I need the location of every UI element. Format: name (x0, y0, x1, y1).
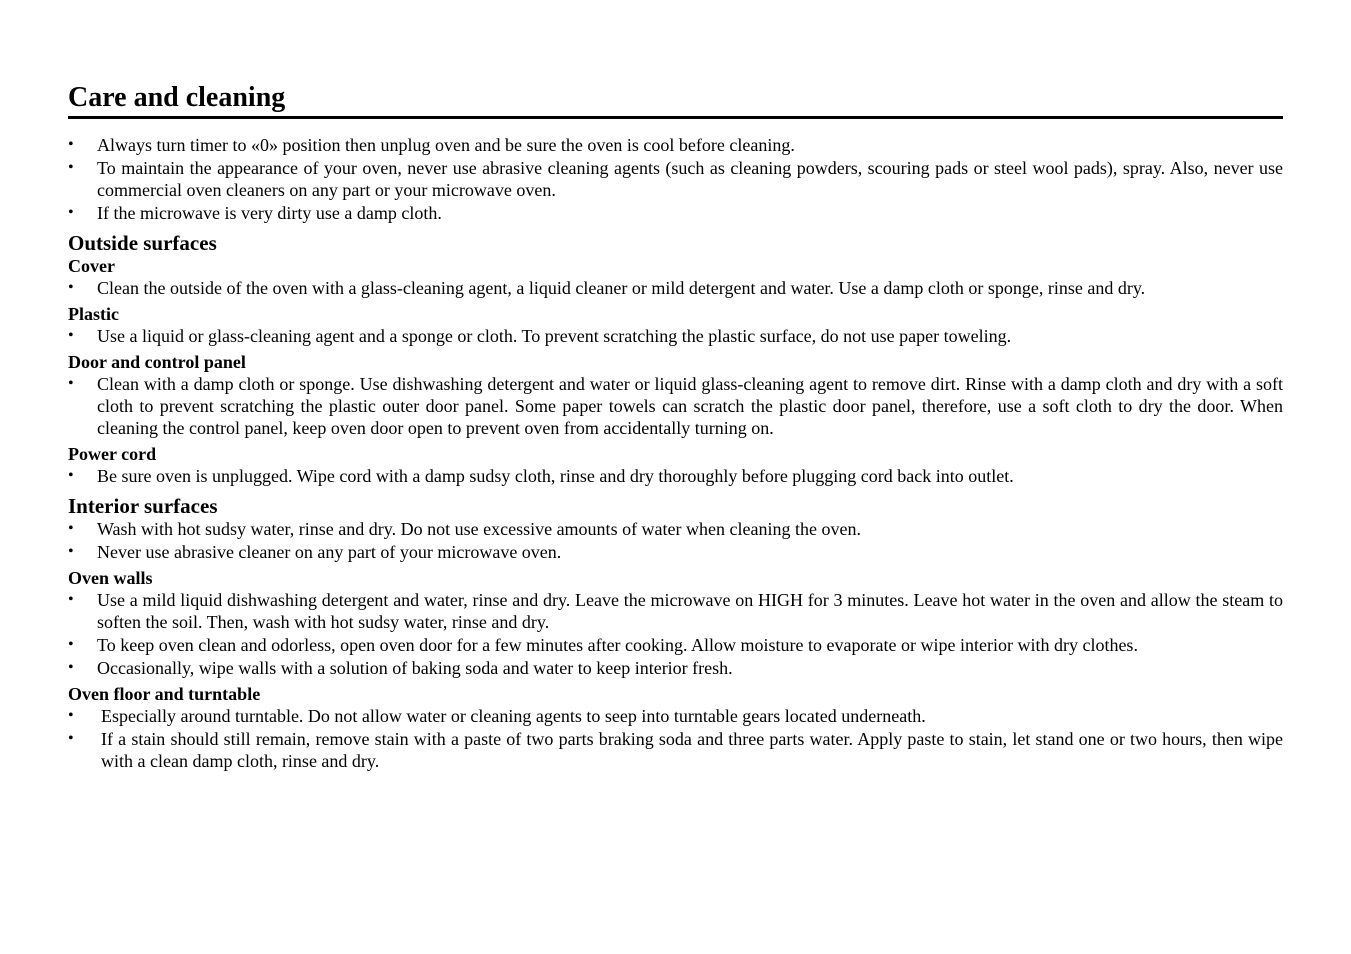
page-title: Care and cleaning (68, 82, 1283, 119)
bullet-icon: • (68, 467, 74, 484)
list-item: • Never use abrasive cleaner on any part of your microwave oven. (68, 542, 562, 562)
bullet-icon: • (68, 136, 74, 153)
list-item: • Wash with hot sudsy water, rinse and dry. Do not use excessive amounts of water when cleaning the oven. (68, 519, 861, 539)
interior-list (68, 518, 1283, 563)
section-heading-outside: Outside surfaces (68, 231, 217, 255)
list-item: • Especially around turntable. Do not allow water or cleaning agents to seep into turntable gears located underneath. (68, 706, 926, 726)
list-item: • To maintain the appearance of your oven, never use abrasive cleaning agents (such as cleaning powders, scouring pads or steel wool pads), spray. Also, never use commercial oven cleaners on any part or your microwave oven. (68, 158, 1283, 200)
list-item: • Use a mild liquid dishwashing detergent and water, rinse and dry. Leave the microwave on HIGH for 3 minutes. Leave hot water in the oven and allow the steam to soften the soil. Then, wash with hot sudsy water, rinse and dry. (68, 590, 1283, 632)
floor-list (68, 705, 1283, 772)
door-list (68, 373, 1283, 439)
cover-list (68, 277, 1283, 299)
bullet-icon: • (68, 636, 74, 653)
bullet-icon: • (68, 520, 74, 537)
list-item: • Always turn timer to «0» position then unplug oven and be sure the oven is cool before cleaning. (68, 135, 795, 155)
cord-list (68, 465, 1283, 487)
bullet-icon: • (68, 327, 74, 344)
sub-heading-floor: Oven floor and turntable (68, 684, 261, 704)
list-item: • If the microwave is very dirty use a damp cloth. (68, 203, 442, 223)
bullet-icon: • (68, 375, 74, 392)
intro-list (68, 134, 1283, 224)
plastic-list (68, 325, 1283, 347)
list-item: • Be sure oven is unplugged. Wipe cord with a damp sudsy cloth, rinse and dry thoroughly before plugging cord back into outlet. (68, 466, 1014, 486)
section-heading-interior: Interior surfaces (68, 494, 218, 518)
list-item: • Clean the outside of the oven with a glass-cleaning agent, a liquid cleaner or mild detergent and water. Use a damp cloth or sponge, rinse and dry. (68, 278, 1146, 298)
document-page (68, 82, 1283, 773)
bullet-icon: • (68, 543, 74, 560)
bullet-icon: • (68, 591, 74, 608)
sub-heading-walls: Oven walls (68, 568, 153, 588)
bullet-icon: • (68, 204, 74, 221)
sub-heading-door: Door and control panel (68, 352, 246, 372)
list-item: • If a stain should still remain, remove stain with a paste of two parts braking soda and three parts water. Apply paste to stain, let stand one or two hours, then wipe with a clean damp cloth, rinse and dry. (68, 729, 1283, 771)
list-item: • To keep oven clean and odorless, open oven door for a few minutes after cooking. Allow moisture to evaporate or wipe interior with dry clothes. (68, 635, 1138, 655)
list-item: • Use a liquid or glass-cleaning agent and a sponge or cloth. To prevent scratching the plastic surface, do not use paper toweling. (68, 326, 1012, 346)
list-item: • Occasionally, wipe walls with a solution of baking soda and water to keep interior fresh. (68, 658, 733, 678)
sub-heading-cord: Power cord (68, 444, 157, 464)
bullet-icon: • (68, 659, 74, 676)
bullet-icon: • (68, 159, 74, 176)
bullet-icon: • (68, 707, 74, 724)
walls-list (68, 589, 1283, 679)
list-item: • Clean with a damp cloth or sponge. Use dishwashing detergent and water or liquid glass-cleaning agent to remove dirt. Rinse with a damp cloth and dry with a soft cloth to prevent scratching the plastic outer door panel. Some paper towels can scratch the plastic door panel, therefore, use a soft cloth to dry the door. When cleaning the control panel, keep oven door open to prevent oven from accidentally turning on. (68, 374, 1283, 438)
bullet-icon: • (68, 730, 74, 747)
sub-heading-plastic: Plastic (68, 304, 119, 324)
bullet-icon: • (68, 279, 74, 296)
sub-heading-cover: Cover (68, 256, 115, 276)
